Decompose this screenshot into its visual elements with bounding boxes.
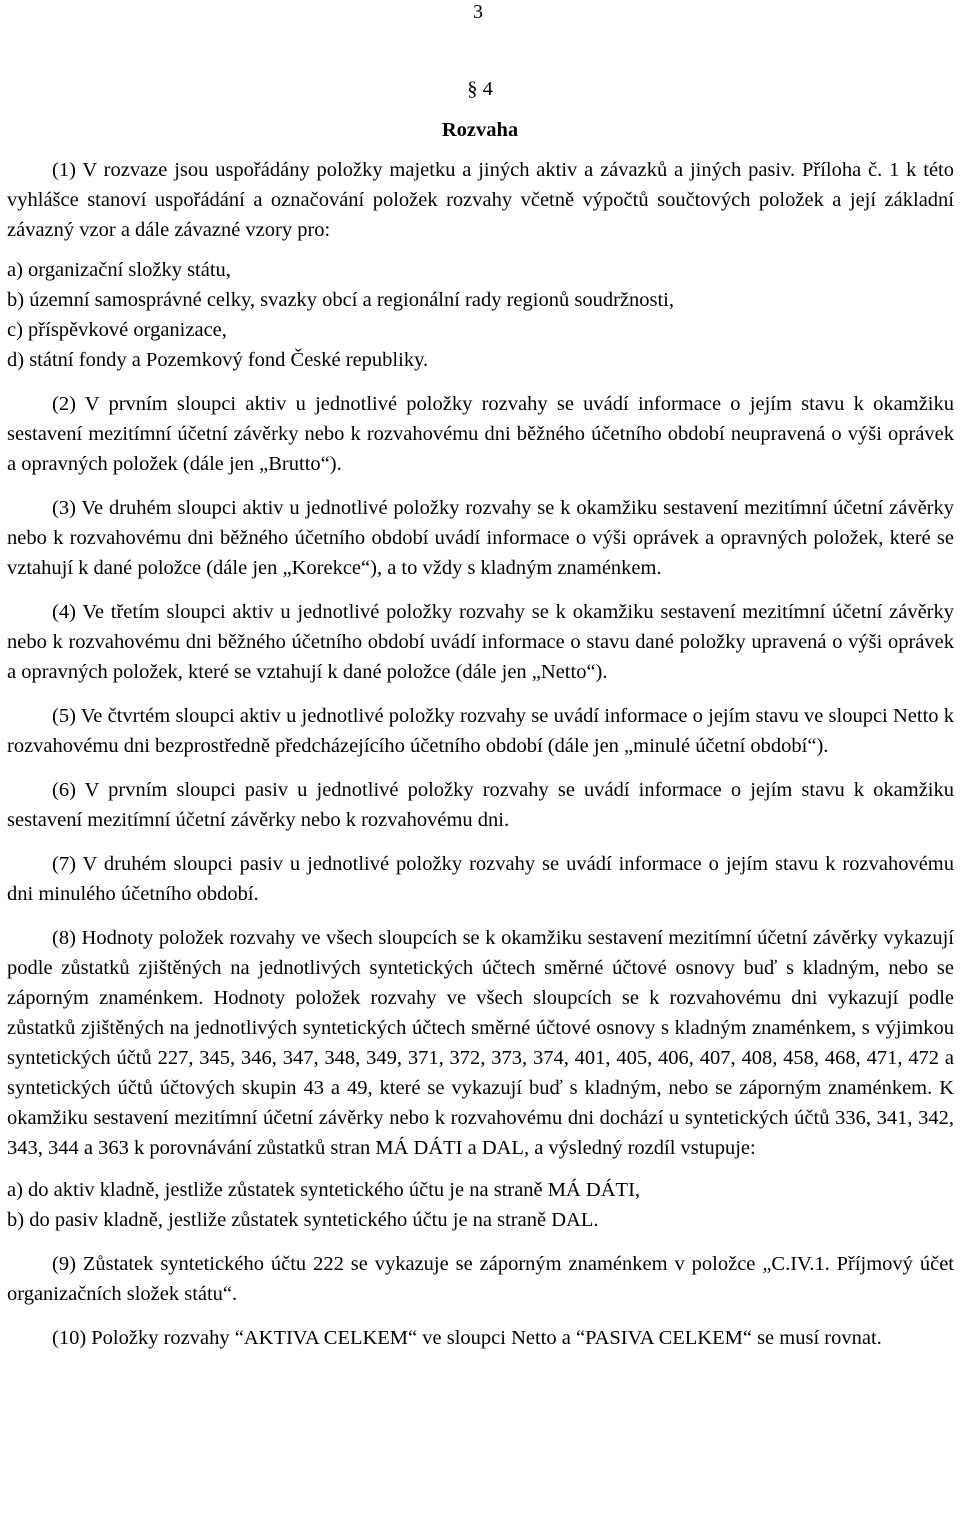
paragraph-5: (5) Ve čtvrtém sloupci aktiv u jednotlivé položky rozvahy se uvádí informace o jejím stavu ve sloupci Netto k rozvahovému dni bezprostředně předcházejícího účetního období (dále jen „minulé účetní období“).: [7, 705, 954, 757]
list-item: c) příspěvkové organizace,: [7, 319, 227, 341]
paragraph-8: (8) Hodnoty položek rozvahy ve všech sloupcích se k okamžiku sestavení mezitímní účetní závěrky vykazují podle zůstatků zjištěných na jednotlivých syntetických účtech směrné účtové osnovy buď s kladným, nebo se záporným znaménkem. Hodnoty položek rozvahy ve všech sloupcích se k rozvahovému dni vykazují podle zůstatků zjištěných na jednotlivých syntetických účtech směrné účtové osnovy s kladným znaménkem, s výjimkou syntetických účtů 227, 345, 346, 347, 348, 349, 371, 372, 373, 374, 401, 405, 406, 407, 408, 458, 468, 471, 472 a syntetických účtů účtových skupin 43 a 49, které se vykazují buď s kladným, nebo se záporným znaménkem. K okamžiku sestavení mezitímní účetní závěrky nebo k rozvahovému dni dochází u syntetických účtů 336, 341, 342, 343, 344 a 363 k porovnávání zůstatků stran MÁ DÁTI a DAL, a výsledný rozdíl vstupuje:: [7, 927, 954, 1159]
list-entity-types: [7, 255, 954, 375]
paragraph-3: (3) Ve druhém sloupci aktiv u jednotlivé položky rozvahy se k okamžiku sestavení mezitímní účetní závěrky nebo k rozvahovému dni běžného účetního období uvádí informace o výši oprávek a opravných položek, které se vztahují k dané položce (dále jen „Korekce“), a to vždy s kladným znaménkem.: [7, 497, 954, 579]
section-title: Rozvaha: [441, 119, 519, 141]
paragraph-2: (2) V prvním sloupci aktiv u jednotlivé položky rozvahy se uvádí informace o jejím stavu k okamžiku sestavení mezitímní účetní závěrky nebo k rozvahovému dni běžného účetního období neupravená o výši oprávek a opravných položek (dále jen „Brutto“).: [7, 393, 954, 475]
page-number: 3: [473, 1, 483, 23]
paragraph-4: (4) Ve třetím sloupci aktiv u jednotlivé položky rozvahy se k okamžiku sestavení mezitímní účetní závěrky nebo k rozvahovému dni běžného účetního období uvádí informace o stavu dané položky upravená o výši oprávek a opravných položek, které se vztahují k dané položce (dále jen „Netto“).: [7, 601, 954, 683]
list-item: b) do pasiv kladně, jestliže zůstatek syntetického účtu je na straně DAL.: [7, 1209, 599, 1231]
paragraph-10: (10) Položky rozvahy “AKTIVA CELKEM“ ve sloupci Netto a “PASIVA CELKEM“ se musí rovnat.: [52, 1327, 882, 1349]
list-item: b) územní samosprávné celky, svazky obcí a regionální rady regionů soudržnosti,: [7, 289, 675, 311]
list-item: d) státní fondy a Pozemkový fond České republiky.: [7, 349, 429, 371]
paragraph-9: (9) Zůstatek syntetického účtu 222 se vykazuje se záporným znaménkem v položce „C.IV.1. Příjmový účet organizačních složek státu“.: [7, 1253, 954, 1305]
paragraph-1: (1) V rozvaze jsou uspořádány položky majetku a jiných aktiv a závazků a jiných pasiv. Příloha č. 1 k této vyhlášce stanoví uspořádání a označování položek rozvahy včetně výpočtů součtových položek a její základní závazný vzor a dále závazné vzory pro:: [7, 159, 954, 241]
list-balance-rules: [7, 1175, 954, 1235]
list-item: a) do aktiv kladně, jestliže zůstatek syntetického účtu je na straně MÁ DÁTI,: [7, 1179, 641, 1201]
document-body: [7, 155, 954, 1353]
section-number: § 4: [467, 78, 493, 100]
paragraph-7: (7) V druhém sloupci pasiv u jednotlivé položky rozvahy se uvádí informace o jejím stavu k rozvahovému dni minulého účetního období.: [7, 853, 954, 905]
list-item: a) organizační složky státu,: [7, 259, 231, 281]
paragraph-6: (6) V prvním sloupci pasiv u jednotlivé položky rozvahy se uvádí informace o jejím stavu k okamžiku sestavení mezitímní účetní závěrky nebo k rozvahovému dni.: [7, 779, 954, 831]
